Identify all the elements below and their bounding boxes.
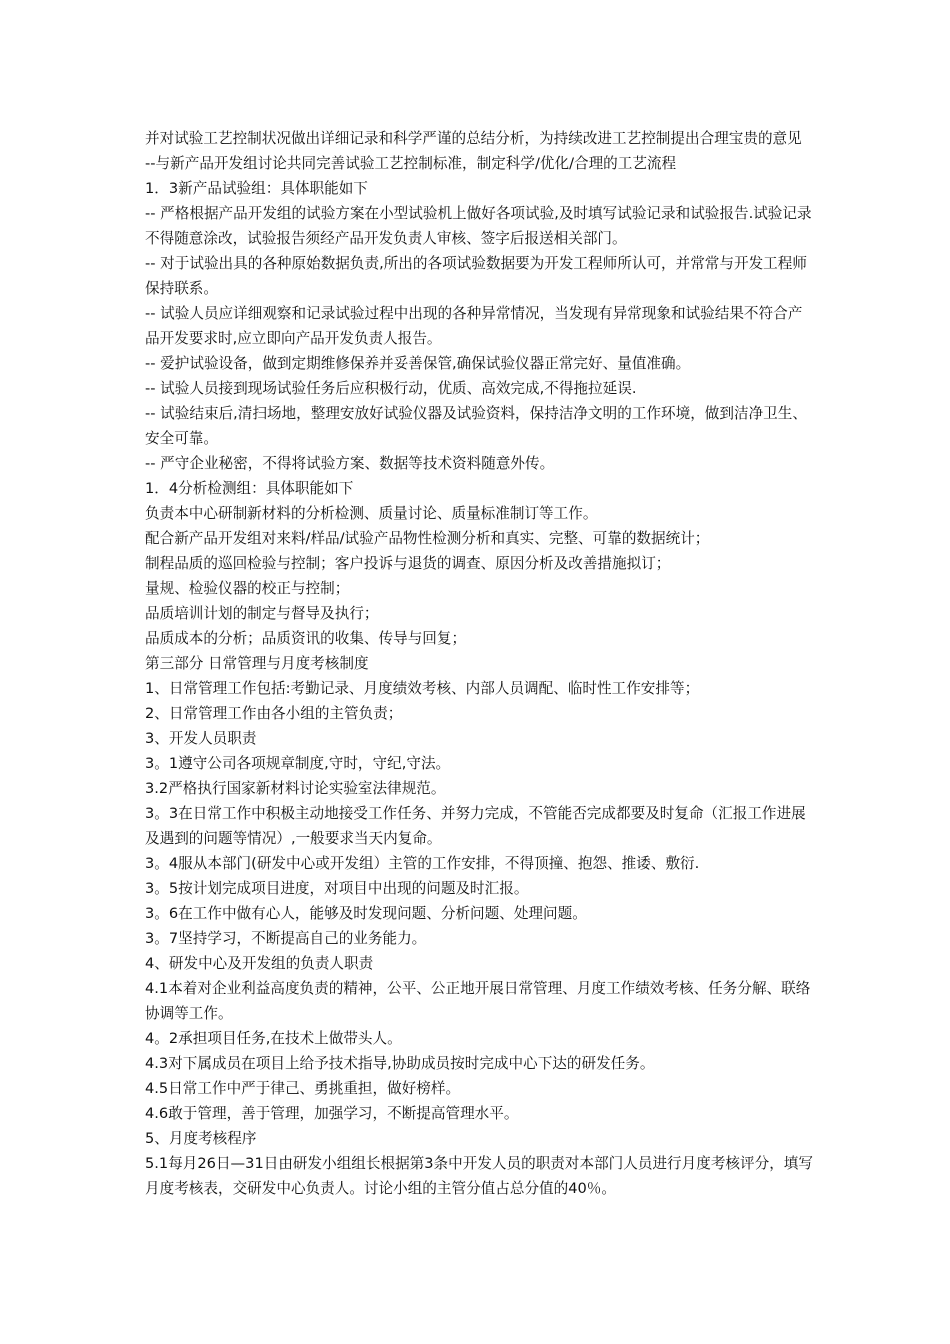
paragraph-27: 3。6在工作中做有心人，能够及时发现问题、分析问题、处理问题。 <box>145 905 587 922</box>
paragraph-28: 3。7坚持学习，不断提高自己的业务能力。 <box>145 930 427 947</box>
paragraph-34: 4.6敢于管理，善于管理，加强学习，不断提高管理水平。 <box>145 1105 519 1122</box>
paragraph-20: 2、日常管理工作由各小组的主管负责； <box>145 705 403 722</box>
section-heading-4: 4、研发中心及开发组的负责人职责 <box>145 955 374 972</box>
section-heading-1-4: 1．4分析检测组：具体职能如下 <box>145 480 354 497</box>
section-heading-1-3: 1．3新产品试验组：具体职能如下 <box>145 180 368 197</box>
paragraph-10: -- 严守企业秘密，不得将试验方案、数据等技术资料随意外传。 <box>145 455 555 472</box>
paragraph-24: 3。3在日常工作中积极主动地接受工作任务、并努力完成，不管能否完成都要及时复命（汇报工作进展及遇到的问题等情况）,一般要求当天内复命。 <box>145 805 806 847</box>
paragraph-32: 4.3对下属成员在项目上给予技术指导,协助成员按时完成中心下达的研发任务。 <box>145 1055 655 1072</box>
paragraph-22: 3。1遵守公司各项规章制度,守时，守纪,守法。 <box>145 755 451 772</box>
paragraph-26: 3。5按计划完成项目进度，对项目中出现的问题及时汇报。 <box>145 880 529 897</box>
document-body <box>145 126 815 1201</box>
paragraph-16: 品质培训计划的制定与督导及执行； <box>145 605 379 622</box>
section-heading-5: 5、月度考核程序 <box>145 1130 257 1147</box>
paragraph-30: 4.1本着对企业利益高度负责的精神，公平、公正地开展日常管理、月度工作绩效考核、任务分解、联络协调等工作。 <box>145 980 811 1022</box>
paragraph-25: 3。4服从本部门(研发中心或开发组）主管的工作安排，不得顶撞、抱怨、推诿、敷衍. <box>145 855 700 872</box>
paragraph-14: 制程品质的巡回检验与控制；客户投诉与退货的调查、原因分析及改善措施拟订； <box>145 555 671 572</box>
paragraph-13: 配合新产品开发组对来料/样品/试验产品物性检测分析和真实、完整、可靠的数据统计； <box>145 530 710 547</box>
paragraph-6: -- 试验人员应详细观察和记录试验过程中出现的各种异常情况，当发现有异常现象和试验结果不符合产品开发要求时,应立即向产品开发负责人报告。 <box>145 305 803 347</box>
paragraph-15: 量规、检验仪器的校正与控制； <box>145 580 350 597</box>
paragraph-12: 负责本中心研制新材料的分析检测、质量讨论、质量标准制订等工作。 <box>145 505 598 522</box>
paragraph-2: --与新产品开发组讨论共同完善试验工艺控制标准，制定科学/优化/合理的工艺流程 <box>145 155 677 172</box>
paragraph-9: -- 试验结束后,清扫场地，整理安放好试验仪器及试验资料，保持洁净文明的工作环境，做到洁净卫生、安全可靠。 <box>145 405 807 447</box>
part-three-heading: 第三部分 日常管理与月度考核制度 <box>145 655 369 672</box>
paragraph-33: 4.5日常工作中严于律己、勇挑重担，做好榜样。 <box>145 1080 461 1097</box>
paragraph-4: -- 严格根据产品开发组的试验方案在小型试验机上做好各项试验,及时填写试验记录和试验报告.试验记录不得随意涂改，试验报告须经产品开发负责人审核、签字后报送相关部门。 <box>145 205 812 247</box>
paragraph-36: 5.1每月26日—31日由研发小组组长根据第3条中开发人员的职责对本部门人员进行月度考核评分，填写月度考核表，交研发中心负责人。讨论小组的主管分值占总分值的40％。 <box>145 1155 813 1197</box>
paragraph-1: 并对试验工艺控制状况做出详细记录和科学严谨的总结分析，为持续改进工艺控制提出合理宝贵的意见 <box>145 130 802 147</box>
paragraph-23: 3.2严格执行国家新材料讨论实验室法律规范。 <box>145 780 446 797</box>
paragraph-5: -- 对于试验出具的各种原始数据负责,所出的各项试验数据要为开发工程师所认可，并常常与开发工程师保持联系。 <box>145 255 807 297</box>
paragraph-7: -- 爱护试验设备，做到定期维修保养并妥善保管,确保试验仪器正常完好、量值准确。 <box>145 355 691 372</box>
section-heading-3: 3、开发人员职责 <box>145 730 257 747</box>
paragraph-31: 4。2承担项目任务,在技术上做带头人。 <box>145 1030 402 1047</box>
paragraph-8: -- 试验人员接到现场试验任务后应积极行动，优质、高效完成,不得拖拉延误. <box>145 380 637 397</box>
paragraph-19: 1、日常管理工作包括:考勤记录、月度绩效考核、内部人员调配、临时性工作安排等； <box>145 680 700 697</box>
paragraph-17: 品质成本的分析；品质资讯的收集、传导与回复； <box>145 630 467 647</box>
